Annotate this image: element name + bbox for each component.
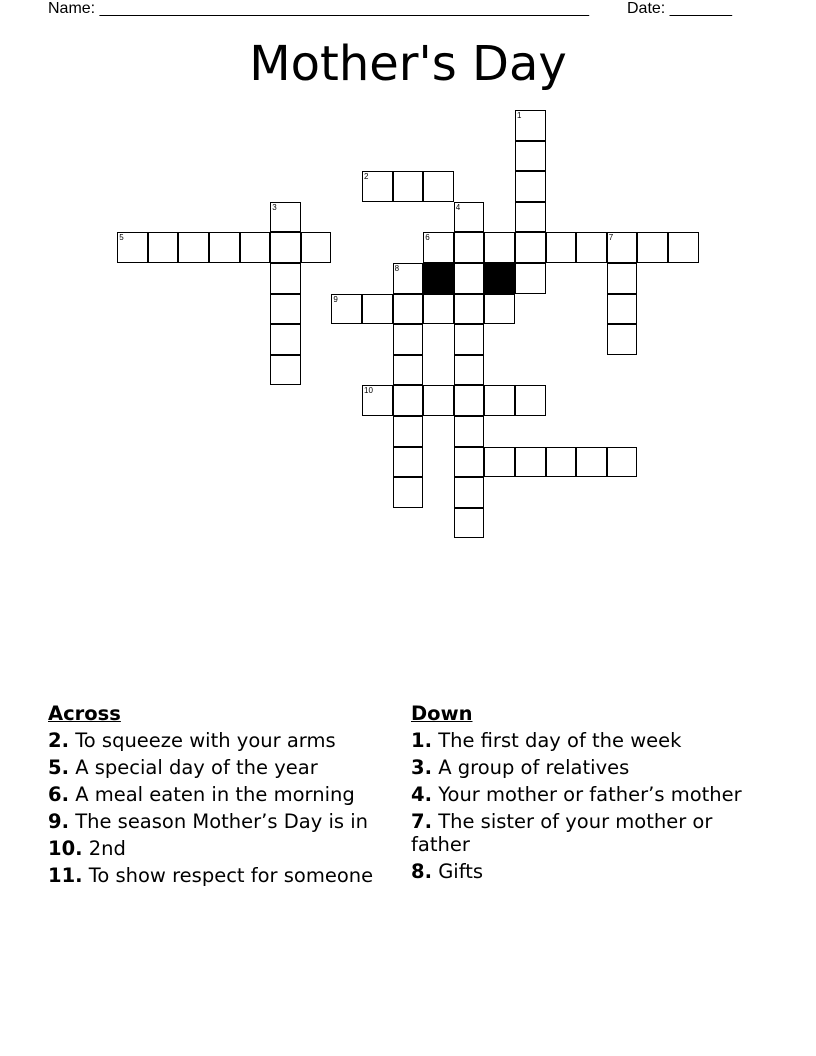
grid-cell[interactable] <box>393 416 424 447</box>
clue-number: 7. <box>411 810 432 833</box>
grid-cell[interactable] <box>454 355 485 386</box>
grid-cell[interactable] <box>607 324 638 355</box>
grid-cell[interactable] <box>362 385 393 416</box>
grid-cell[interactable] <box>637 232 668 263</box>
cell-number: 1 <box>517 111 522 120</box>
grid-cell[interactable] <box>362 171 393 202</box>
grid-cell[interactable] <box>270 355 301 386</box>
across-heading: Across <box>48 702 121 725</box>
grid-cell[interactable] <box>454 202 485 233</box>
clue-number: 6. <box>48 783 69 806</box>
clue-across-2 <box>48 729 388 752</box>
cell-number: 8 <box>394 264 400 273</box>
clue-across-9 <box>48 810 388 833</box>
grid-cell[interactable] <box>515 263 546 294</box>
grid-cell[interactable] <box>454 324 485 355</box>
clue-text: The first day of the week <box>438 729 682 752</box>
clue-text: A meal eaten in the morning <box>75 783 355 806</box>
grid-cell[interactable] <box>393 447 424 478</box>
grid-cell[interactable] <box>454 447 485 478</box>
clue-number: 5. <box>48 756 69 779</box>
grid-cell[interactable] <box>423 294 454 325</box>
grid-cell[interactable] <box>515 232 546 263</box>
grid-cell[interactable] <box>270 324 301 355</box>
grid-cell[interactable] <box>668 232 699 263</box>
grid-cell[interactable] <box>393 324 424 355</box>
grid-cell[interactable] <box>484 385 515 416</box>
date-field[interactable]: Date: _______ <box>627 0 732 17</box>
black-square <box>423 263 454 294</box>
clue-number: 2. <box>48 729 69 752</box>
grid-cell[interactable] <box>515 110 546 141</box>
grid-cell[interactable] <box>423 385 454 416</box>
clue-down-1 <box>411 729 751 752</box>
page-title: Mother's Day <box>249 36 567 92</box>
clue-text: Your mother or father’s mother <box>438 783 742 806</box>
clue-text: The season Mother’s Day is in <box>75 810 368 833</box>
clue-text: To squeeze with your arms <box>75 729 336 752</box>
grid-cell[interactable] <box>117 232 148 263</box>
clue-number: 11. <box>48 864 83 887</box>
grid-cell[interactable] <box>576 232 607 263</box>
grid-cell[interactable] <box>546 232 577 263</box>
grid-cell[interactable] <box>484 447 515 478</box>
clue-text: A special day of the year <box>75 756 318 779</box>
cell-number: 4 <box>455 202 461 212</box>
cell-number: 10 <box>364 386 373 396</box>
grid-cell[interactable] <box>515 141 546 172</box>
clue-text: A group of relatives <box>438 756 630 779</box>
clue-across-10 <box>48 837 388 860</box>
clue-text: To show respect for someone <box>88 864 374 887</box>
grid-cell[interactable] <box>178 232 209 263</box>
clue-across-11 <box>48 864 388 887</box>
grid-cell[interactable] <box>454 385 485 416</box>
grid-cell[interactable] <box>484 294 515 325</box>
grid-cell[interactable] <box>607 263 638 294</box>
grid-cell[interactable] <box>240 232 271 263</box>
grid-cell[interactable] <box>546 447 577 478</box>
grid-cell[interactable] <box>393 477 424 508</box>
grid-cell[interactable] <box>607 294 638 325</box>
cell-number: 9 <box>333 294 338 304</box>
grid-cell[interactable] <box>607 447 638 478</box>
cell-number: 2 <box>364 172 369 182</box>
grid-cell[interactable] <box>454 263 485 294</box>
clue-number: 10. <box>48 837 83 860</box>
clue-down-7 <box>411 810 751 856</box>
clue-text: Gifts <box>438 860 484 883</box>
cell-number: 7 <box>608 233 614 243</box>
grid-cell[interactable] <box>393 355 424 386</box>
grid-cell[interactable] <box>301 232 332 263</box>
grid-cell[interactable] <box>393 263 424 294</box>
down-clues <box>411 702 751 887</box>
clue-down-3 <box>411 756 751 779</box>
cell-number: 6 <box>425 233 430 243</box>
clue-number: 4. <box>411 783 432 806</box>
grid-cell[interactable] <box>576 447 607 478</box>
cell-number: 5 <box>119 233 124 243</box>
clue-number: 8. <box>411 860 432 883</box>
grid-cell[interactable] <box>423 232 454 263</box>
grid-cell[interactable] <box>454 508 485 539</box>
grid-cell[interactable] <box>454 477 485 508</box>
black-square <box>484 263 515 294</box>
clue-across-6 <box>48 783 388 806</box>
grid-cell[interactable] <box>454 294 485 325</box>
grid-cell[interactable] <box>515 171 546 202</box>
grid-cell[interactable] <box>148 232 179 263</box>
grid-cell[interactable] <box>270 232 301 263</box>
name-field[interactable]: Name: _______________________________________________________ <box>48 0 589 17</box>
clue-text: 2nd <box>88 837 126 860</box>
down-heading: Down <box>411 702 473 725</box>
across-clues <box>48 702 388 891</box>
clue-number: 3. <box>411 756 432 779</box>
clue-down-8 <box>411 860 751 883</box>
grid-cell[interactable] <box>270 294 301 325</box>
clue-down-4 <box>411 783 751 806</box>
clue-number: 1. <box>411 729 432 752</box>
grid-cell[interactable] <box>393 385 424 416</box>
grid-cell[interactable] <box>515 385 546 416</box>
clue-number: 9. <box>48 810 69 833</box>
grid-cell[interactable] <box>515 447 546 478</box>
grid-cell[interactable] <box>515 202 546 233</box>
grid-cell[interactable] <box>209 232 240 263</box>
cell-number: 3 <box>272 202 277 212</box>
grid-cell[interactable] <box>393 171 424 202</box>
grid-cell[interactable] <box>454 416 485 447</box>
clue-across-5 <box>48 756 388 779</box>
grid-cell[interactable] <box>423 171 454 202</box>
grid-cell[interactable] <box>484 232 515 263</box>
grid-cell[interactable] <box>607 232 638 263</box>
grid-cell[interactable] <box>270 263 301 294</box>
grid-cell[interactable] <box>362 294 393 325</box>
grid-cell[interactable] <box>393 294 424 325</box>
grid-cell[interactable] <box>454 232 485 263</box>
grid-cell[interactable] <box>270 202 301 233</box>
clue-text: The sister of your mother or father <box>411 810 713 856</box>
grid-cell[interactable] <box>331 294 362 325</box>
